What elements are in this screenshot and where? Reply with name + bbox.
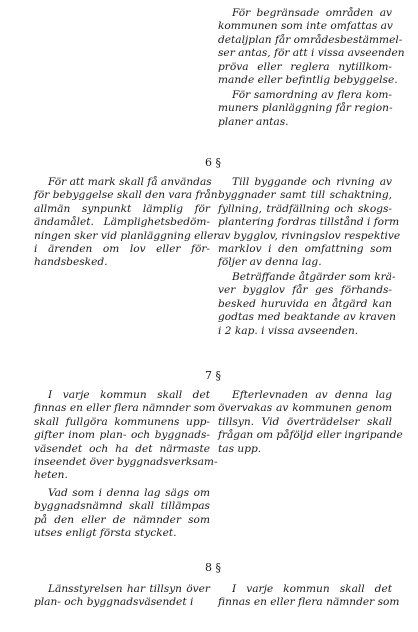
text-line: Länsstyrelsen har tillsyn över — [48, 583, 210, 595]
text-line: mande eller befintlig bebyggelse. — [218, 73, 398, 86]
text-line: I varje kommun skall det — [48, 389, 210, 401]
text-line: besked huruvida en åtgärd kan — [218, 297, 392, 310]
section-heading: 6 § — [205, 156, 221, 169]
text-line: av bygglov, rivningslov respektive — [218, 229, 401, 242]
paragraph — [218, 7, 405, 87]
text-line: väsendet och ha det närmaste — [34, 442, 210, 455]
text-line: byggnadsnämnd skall tillämpas — [34, 500, 210, 513]
text-line: muners planläggning får region- — [218, 102, 393, 115]
paragraph — [218, 89, 392, 129]
text-line: detaljplan får områdesbestämmel- — [218, 33, 403, 46]
paragraph — [218, 389, 403, 456]
text-line: på den eller de nämnder som — [34, 513, 210, 526]
text-line: Vad som i denna lag sägs om — [48, 487, 210, 499]
text-line: kommunen som inte omfattas av — [218, 20, 393, 33]
paragraph — [218, 583, 400, 610]
text-line: För begränsade områden av — [232, 7, 392, 19]
text-line: för bebyggelse skall den vara från — [34, 189, 218, 202]
text-line: plantering fordras tillstånd i form — [218, 216, 400, 229]
text-line: ningen sker vid planläggning eller — [34, 229, 219, 242]
text-line: inseendet över byggnadsverksam- — [34, 455, 218, 468]
text-line: fyllning, trädfällning och skogs- — [218, 202, 392, 215]
text-line: godtas med beaktande av kraven — [218, 311, 396, 324]
text-line: tas upp. — [218, 442, 262, 455]
section-heading: 7 § — [205, 369, 221, 382]
text-line: Till byggande och rivning av — [232, 176, 392, 188]
text-line: i ärenden om lov eller för- — [34, 242, 210, 255]
paragraph — [34, 583, 210, 610]
text-line: gifter inom plan- och byggnads- — [34, 429, 210, 442]
text-line: pröva eller reglera nytillkom- — [218, 60, 392, 73]
text-line: Efterlevnaden av denna lag — [232, 389, 392, 401]
text-line: ver bygglov får ges förhands- — [218, 284, 392, 297]
text-line: ändamålet. Lämplighetsbedöm- — [34, 216, 210, 229]
text-line: För att mark skall få användas — [48, 176, 212, 188]
text-line: finnas en eller flera nämnder som — [218, 596, 400, 609]
text-line: byggnader samt till schaktning, — [218, 189, 392, 202]
text-line: finnas en eller flera nämnder som — [34, 402, 216, 415]
text-line: övervakas av kommunen genom — [218, 402, 392, 415]
text-line: planer antas. — [218, 115, 289, 128]
section-heading: 8 § — [205, 561, 221, 574]
paragraph — [34, 389, 218, 483]
text-line: För samordning av flera kom- — [232, 89, 392, 101]
text-line: heten. — [34, 469, 68, 482]
text-line: allmän synpunkt lämplig för — [34, 202, 210, 215]
paragraph — [218, 176, 401, 270]
text-line: Beträffande åtgärder som krä- — [232, 271, 396, 283]
text-line: utses enligt första stycket. — [34, 527, 177, 540]
paragraph — [218, 271, 396, 338]
text-line: frågan om påföljd eller ingripande — [218, 429, 403, 442]
paragraph — [34, 487, 210, 541]
text-line: ser antas, för att i vissa avseenden — [218, 47, 405, 60]
text-line: I varje kommun skall det — [232, 583, 392, 595]
text-line: handsbesked. — [34, 256, 108, 269]
text-line: tillsyn. Vid överträdelser skall — [218, 415, 392, 428]
text-line: skall fullgöra kommunens upp- — [34, 415, 210, 428]
text-line: marklov i den omfattning som — [218, 242, 392, 255]
paragraph — [34, 176, 219, 270]
text-line: plan- och byggnadsväsendet i — [34, 596, 194, 609]
text-line: följer av denna lag. — [218, 256, 322, 269]
text-line: i 2 kap. i vissa avseenden. — [218, 324, 359, 337]
